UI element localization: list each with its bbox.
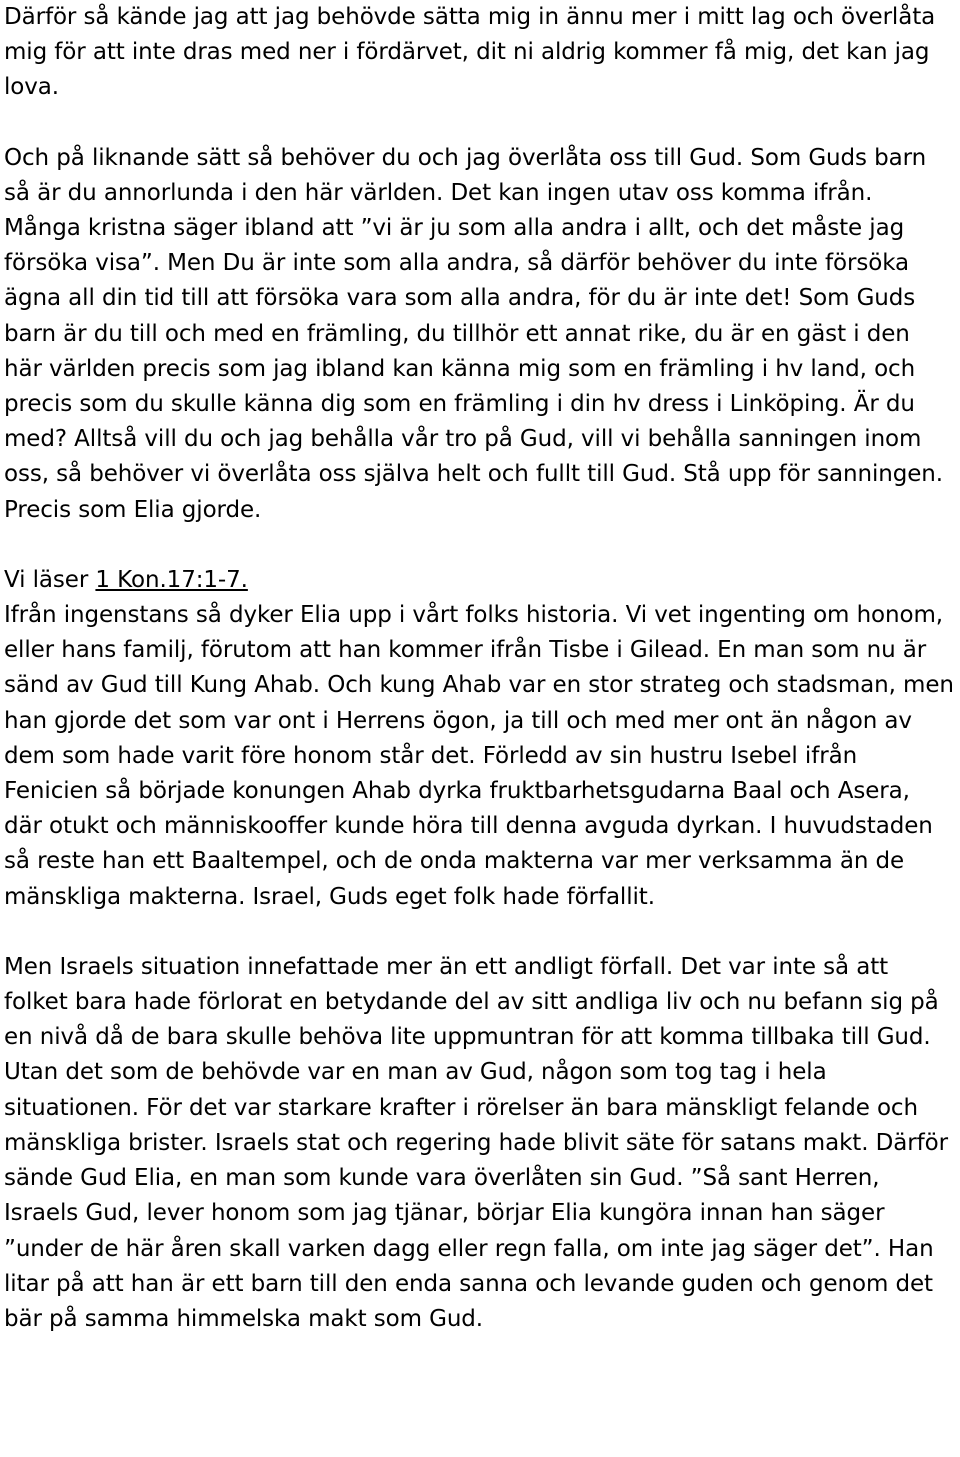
paragraph-spacer [4,915,954,950]
paragraph-4-continuation: ”under de här åren skall varken dagg eller regn falla, om inte jag säger det”. Han litar på att han är ett barn till den enda sanna och levande guden och genom det bär på samma himmelska makt som Gud. [4,1235,934,1332]
reference-prefix: Vi läser [4,566,96,593]
paragraph-1: Därför så kände jag att jag behövde sätta mig in ännu mer i mitt lag och överlåta mig för att inte dras med ner i fördärvet, dit ni aldrig kommer få mig, det kan jag lova. [4,4,936,101]
paragraph-4: Men Israels situation innefattade mer än ett andligt förfall. Det var inte så att folket bara hade förlorat en betydande del av sitt andliga liv och nu befann sig på en nivå då de bara skulle behöva lite uppmuntran för att komma tillbaka till Gud. Utan det som de behövde var en man av Gud, någon som tog tag i hela situationen. För det var starkare krafter i rörelser än bara mänskligt felande och mänskliga brister. Israels stat och regering hade blivit säte för satans makt. Därför sände Gud Elia, en man som kunde vara överlåten sin Gud. ”Så sant Herren, Israels Gud, lever honom som jag tjänar, börjar Elia kungöra innan han säger [4,953,948,1227]
document-page [4,0,954,1337]
paragraph-spacer [4,106,954,141]
scripture-reference-link[interactable]: 1 Kon.17:1-7. [95,566,248,593]
paragraph-spacer [4,528,954,563]
scripture-reference-line [4,563,954,598]
paragraph-2: Och på liknande sätt så behöver du och jag överlåta oss till Gud. Som Guds barn så är du annorlunda i den här världen. Det kan ingen utav oss komma ifrån. Många kristna säger ibland att ”vi är ju som alla andra i allt, och det måste jag försöka visa”. Men Du är inte som alla andra, så därför behöver du inte försöka ägna all din tid till att försöka vara som alla andra, för du är inte det! Som Guds barn är du till och med en främling, du tillhör ett annat rike, du är en gäst i den här världen precis som jag ibland kan känna mig som en främling i hv land, och precis som du skulle känna dig som en främling i din hv dress i Linköping. Är du med? Alltså vill du och jag behålla vår tro på Gud, vill vi behålla sanningen inom oss, så behöver vi överlåta oss själva helt och fullt till Gud. Stå upp för sanningen. Precis som Elia gjorde. [4,144,943,523]
paragraph-3: Ifrån ingenstans så dyker Elia upp i vårt folks historia. Vi vet ingenting om honom, eller hans familj, förutom att han kommer ifrån Tisbe i Gilead. En man som nu är sänd av Gud till Kung Ahab. Och kung Ahab var en stor strateg och stadsman, men han gjorde det som var ont i Herrens ögon, ja till och med mer ont än någon av dem som hade varit före honom står det. Förledd av sin hustru Isebel ifrån Fenicien så började konungen Ahab dyrka fruktbarhetsgudarna Baal och Asera, där otukt och människooffer kunde höra till denna avguda dyrkan. I huvudstaden så reste han ett Baaltempel, och de onda makterna var mer verksamma än de mänskliga makterna. Israel, Guds eget folk hade förfallit. [4,602,954,910]
